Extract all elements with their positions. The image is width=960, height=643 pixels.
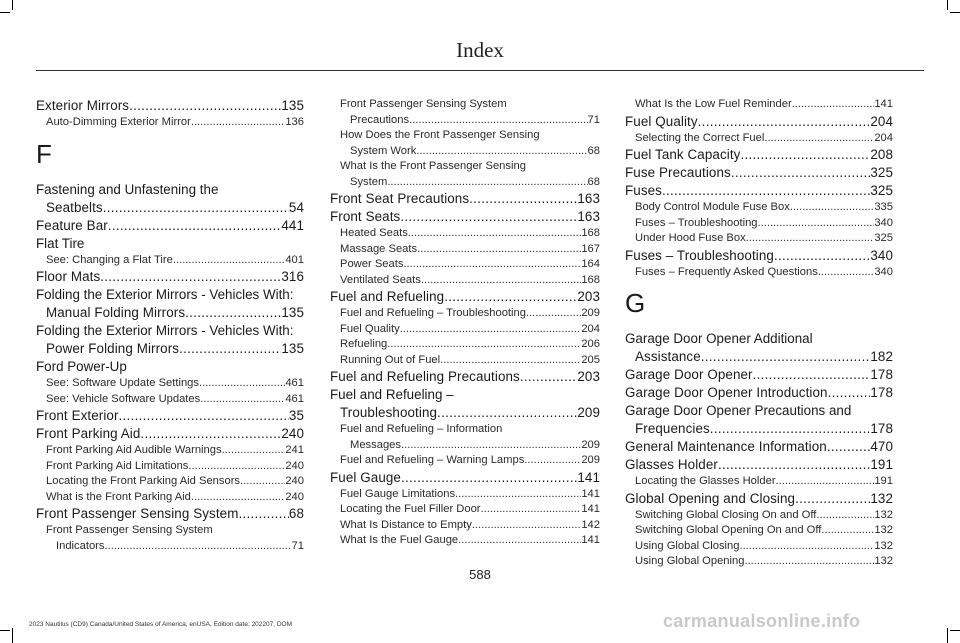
title-rule (36, 70, 924, 71)
index-subentry[interactable]: Auto-Dimming Exterior Mirror ..... 136 (36, 115, 304, 131)
index-entry[interactable]: Front Seats ..... 163 (330, 208, 600, 226)
index-subentry[interactable]: Fuel Gauge Limitations ..... 141 (330, 487, 600, 503)
index-subentry[interactable]: Body Control Module Fuse Box ..... 335 (625, 200, 893, 216)
index-entry[interactable]: Floor Mats ..... 316 (36, 268, 304, 286)
index-entry[interactable]: Garage Door Opener ..... 178 (625, 366, 893, 384)
index-entry-line: Garage Door Opener Additional (625, 331, 813, 346)
index-subentry[interactable]: Using Global Closing ..... 132 (625, 539, 893, 555)
crop-mark (950, 12, 960, 13)
index-column-1 (36, 97, 304, 554)
index-subentry[interactable]: Messages ..... 209 (330, 438, 600, 454)
index-subentry[interactable]: Fuel Quality ..... 204 (330, 322, 600, 338)
index-subentry[interactable]: Fuses – Troubleshooting ..... 340 (625, 216, 893, 232)
index-subentry[interactable]: System ..... 68 (330, 175, 600, 191)
crop-mark (950, 630, 960, 631)
crop-mark (12, 628, 13, 643)
index-subentry[interactable]: Front Parking Aid Audible Warnings ..... 241 (36, 443, 304, 459)
index-subentry[interactable]: Refueling ..... 206 (330, 337, 600, 353)
index-subentry[interactable]: Heated Seats ..... 168 (330, 226, 600, 242)
index-subentry-line: Front Passenger Sensing System (46, 524, 213, 536)
index-entry[interactable]: Front Exterior ..... 35 (36, 407, 304, 425)
index-subentry[interactable]: Fuel and Refueling – Warning Lamps ..... 209 (330, 453, 600, 469)
index-subentry[interactable]: Running Out of Fuel ..... 205 (330, 353, 600, 369)
index-entry[interactable]: Assistance ..... 182 (625, 348, 893, 366)
edition-footer: 2023 Nautilus (CD9) Canada/United States of America, enUSA, Edition date: 202207, DOM (29, 621, 293, 628)
index-subentry[interactable]: Power Seats ..... 164 (330, 257, 600, 273)
index-entry-line: Fuel and Refueling – (330, 387, 454, 402)
index-entry[interactable]: Garage Door Opener Introduction ..... 178 (625, 384, 893, 402)
index-subentry[interactable]: Under Hood Fuse Box ..... 325 (625, 231, 893, 247)
index-subentry[interactable]: Switching Global Opening On and Off ..... 132 (625, 523, 893, 539)
index-subentry[interactable]: What Is Distance to Empty ..... 142 (330, 518, 600, 534)
index-subentry[interactable]: System Work ..... 68 (330, 144, 600, 160)
crop-mark (0, 12, 10, 13)
index-subentry[interactable]: Fuses – Frequently Asked Questions ..... 340 (625, 265, 893, 281)
index-subentry[interactable]: Front Parking Aid Limitations ..... 240 (36, 459, 304, 475)
index-subentry[interactable]: See: Software Update Settings ..... 461 (36, 376, 304, 392)
index-column-2 (330, 97, 600, 549)
index-subentry[interactable]: What Is the Low Fuel Reminder ..... 141 (625, 97, 893, 113)
index-entry[interactable]: Fuses ..... 325 (625, 182, 893, 200)
index-subentry[interactable]: What is the Front Parking Aid ..... 240 (36, 490, 304, 506)
index-entry[interactable]: Manual Folding Mirrors ..... 135 (36, 304, 304, 322)
index-entry[interactable]: Seatbelts ..... 54 (36, 199, 304, 217)
page-title: Index (456, 38, 504, 62)
index-subentry[interactable]: See: Vehicle Software Updates ..... 461 (36, 392, 304, 408)
index-entry[interactable]: Front Seat Precautions ..... 163 (330, 190, 600, 208)
page-number: 588 (469, 567, 491, 582)
index-entry[interactable]: General Maintenance Information ..... 470 (625, 438, 893, 456)
index-entry[interactable]: Front Passenger Sensing System ..... 68 (36, 505, 304, 523)
index-entry[interactable]: Fuse Precautions ..... 325 (625, 164, 893, 182)
index-entry[interactable]: Fuses – Troubleshooting ..... 340 (625, 247, 893, 265)
index-subentry-line: How Does the Front Passenger Sensing (340, 129, 540, 141)
index-entry[interactable]: Feature Bar ..... 441 (36, 217, 304, 235)
index-subentry[interactable]: Using Global Opening ..... 132 (625, 554, 893, 570)
index-entry-heading: Ford Power-Up (36, 359, 127, 374)
index-entry[interactable]: Troubleshooting ..... 209 (330, 404, 600, 422)
index-subentry-line: What Is the Front Passenger Sensing (340, 160, 526, 172)
index-entry[interactable]: Fuel Tank Capacity ..... 208 (625, 146, 893, 164)
index-entry[interactable]: Glasses Holder ..... 191 (625, 456, 893, 474)
index-subentry-line: Front Passenger Sensing System (340, 98, 507, 110)
index-subentry[interactable]: Locating the Fuel Filler Door ..... 141 (330, 502, 600, 518)
index-entry[interactable]: Global Opening and Closing ..... 132 (625, 490, 893, 508)
index-entry[interactable]: Exterior Mirrors ..... 135 (36, 97, 304, 115)
index-subentry[interactable]: Indicators ..... 71 (36, 539, 304, 555)
index-subentry[interactable]: Selecting the Correct Fuel ..... 204 (625, 131, 893, 147)
index-subentry[interactable]: Ventilated Seats ..... 168 (330, 273, 600, 289)
index-entry[interactable]: Frequencies ..... 178 (625, 420, 893, 438)
index-entry-line: Folding the Exterior Mirrors - Vehicles With: (36, 323, 294, 338)
index-subentry-line: Fuel and Refueling – Information (340, 423, 503, 435)
index-entry[interactable]: Fuel Gauge ..... 141 (330, 469, 600, 487)
index-subentry[interactable]: Switching Global Closing On and Off ..... 132 (625, 508, 893, 524)
watermark: carmanualsonline.info (663, 611, 861, 631)
index-entry-line: Folding the Exterior Mirrors - Vehicles With: (36, 287, 294, 302)
index-column-3 (625, 97, 893, 570)
index-entry[interactable]: Front Parking Aid ..... 240 (36, 425, 304, 443)
index-subentry[interactable]: What Is the Fuel Gauge ..... 141 (330, 533, 600, 549)
index-subentry[interactable]: Massage Seats ..... 167 (330, 242, 600, 258)
index-entry[interactable]: Fuel and Refueling ..... 203 (330, 288, 600, 306)
index-subentry[interactable]: Precautions ..... 71 (330, 113, 600, 129)
index-subentry[interactable]: Locating the Glasses Holder ..... 191 (625, 474, 893, 490)
index-subentry[interactable]: Locating the Front Parking Aid Sensors ..... 240 (36, 474, 304, 490)
index-entry-heading: Flat Tire (36, 235, 85, 251)
section-letter: F (36, 138, 52, 169)
crop-mark (12, 0, 13, 10)
crop-mark (947, 0, 948, 10)
index-subentry[interactable]: Fuel and Refueling – Troubleshooting ..... 209 (330, 306, 600, 322)
index-entry[interactable]: Power Folding Mirrors ..... 135 (36, 340, 304, 358)
crop-mark (0, 630, 10, 631)
index-subentry[interactable]: See: Changing a Flat Tire ..... 401 (36, 253, 304, 269)
crop-mark (947, 628, 948, 643)
index-entry-line: Fastening and Unfastening the (36, 181, 219, 197)
index-entry[interactable]: Fuel and Refueling Precautions ..... 203 (330, 368, 600, 386)
index-entry[interactable]: Fuel Quality ..... 204 (625, 113, 893, 131)
index-entry-line: Garage Door Opener Precautions and (625, 403, 852, 418)
section-letter: G (625, 288, 646, 318)
